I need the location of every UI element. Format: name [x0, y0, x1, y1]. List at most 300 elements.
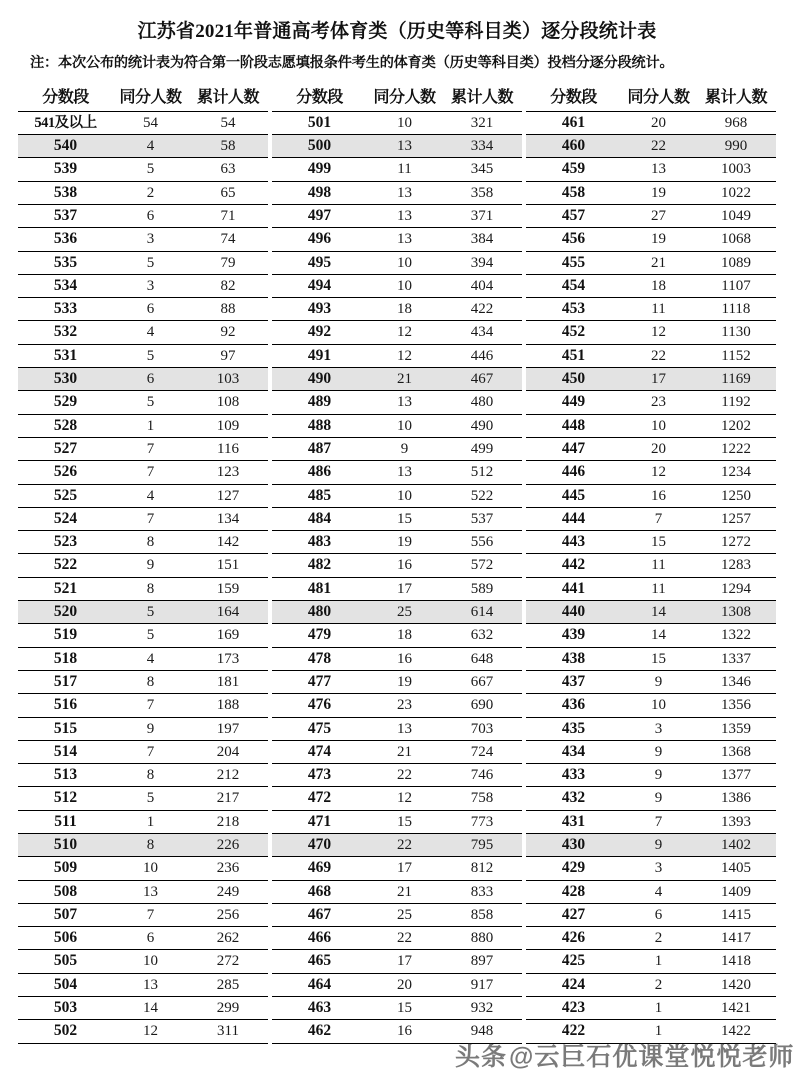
- cell-cumulative: 499: [442, 437, 522, 460]
- table-row: [272, 787, 522, 810]
- table-row: [18, 927, 268, 950]
- cell-cumulative: 1418: [696, 950, 776, 973]
- cell-score: 481: [272, 577, 367, 600]
- cell-score: 506: [18, 927, 113, 950]
- cell-cumulative: 932: [442, 997, 522, 1020]
- table-block-2: [272, 82, 522, 1044]
- cell-cumulative: 1322: [696, 624, 776, 647]
- table-row: [526, 135, 776, 158]
- cell-cumulative: 127: [188, 484, 268, 507]
- cell-count: 20: [621, 111, 696, 134]
- watermark-head: 头条: [455, 1043, 508, 1071]
- table-row: [526, 414, 776, 437]
- table-row: [272, 228, 522, 251]
- cell-score: 460: [526, 135, 621, 158]
- cell-score: 424: [526, 973, 621, 996]
- cell-cumulative: 968: [696, 111, 776, 134]
- cell-count: 7: [113, 694, 188, 717]
- cell-score: 440: [526, 601, 621, 624]
- cell-count: 5: [113, 344, 188, 367]
- cell-cumulative: 1422: [696, 1020, 776, 1043]
- cell-count: 3: [113, 228, 188, 251]
- cell-count: 11: [621, 577, 696, 600]
- cell-cumulative: 65: [188, 181, 268, 204]
- cell-score: 491: [272, 344, 367, 367]
- cell-cumulative: 948: [442, 1020, 522, 1043]
- table-row: [272, 298, 522, 321]
- cell-cumulative: 1169: [696, 368, 776, 391]
- table-row: [526, 787, 776, 810]
- cell-cumulative: 632: [442, 624, 522, 647]
- table-row: [272, 484, 522, 507]
- cell-cumulative: 74: [188, 228, 268, 251]
- table-row: [526, 321, 776, 344]
- cell-count: 12: [367, 787, 442, 810]
- cell-count: 7: [113, 740, 188, 763]
- cell-count: 14: [621, 624, 696, 647]
- cell-score: 454: [526, 274, 621, 297]
- table-row: [526, 1020, 776, 1043]
- cell-count: 4: [113, 321, 188, 344]
- cell-count: 21: [367, 740, 442, 763]
- cell-count: 18: [367, 298, 442, 321]
- note-text: 注：本次公布的统计表为符合第一阶段志愿填报条件考生的体育类（历史等科目类）投档分逐分段统计。: [30, 54, 674, 71]
- cell-count: 13: [367, 228, 442, 251]
- cell-count: 16: [621, 484, 696, 507]
- table-row: [526, 461, 776, 484]
- table-row: [18, 111, 268, 134]
- cell-count: 13: [367, 204, 442, 227]
- table-columns-container: [0, 74, 794, 1044]
- cell-score: 494: [272, 274, 367, 297]
- table-row: [18, 344, 268, 367]
- cell-cumulative: 1022: [696, 181, 776, 204]
- cell-count: 5: [113, 391, 188, 414]
- cell-count: 7: [113, 903, 188, 926]
- cell-score: 526: [18, 461, 113, 484]
- cell-score: 468: [272, 880, 367, 903]
- cell-score: 514: [18, 740, 113, 763]
- table-row: [272, 810, 522, 833]
- cell-score: 536: [18, 228, 113, 251]
- cell-score: 456: [526, 228, 621, 251]
- cell-cumulative: 537: [442, 507, 522, 530]
- header-count: 同分人数: [367, 82, 442, 112]
- cell-cumulative: 1377: [696, 764, 776, 787]
- header-cumulative: 累计人数: [442, 82, 522, 112]
- cell-count: 18: [621, 274, 696, 297]
- cell-score: 513: [18, 764, 113, 787]
- table-block-3: [526, 82, 776, 1044]
- cell-score: 444: [526, 507, 621, 530]
- table-row: [272, 158, 522, 181]
- table-row: [272, 764, 522, 787]
- cell-cumulative: 169: [188, 624, 268, 647]
- table-row: [18, 1020, 268, 1043]
- table-row: [526, 531, 776, 554]
- table-row: [526, 298, 776, 321]
- cell-score: 539: [18, 158, 113, 181]
- cell-score: 489: [272, 391, 367, 414]
- table-row: [272, 997, 522, 1020]
- cell-count: 11: [621, 298, 696, 321]
- table-row: [18, 531, 268, 554]
- cell-count: 6: [113, 927, 188, 950]
- cell-score: 471: [272, 810, 367, 833]
- cell-score: 537: [18, 204, 113, 227]
- cell-count: 3: [113, 274, 188, 297]
- cell-count: 17: [621, 368, 696, 391]
- table-row: [526, 997, 776, 1020]
- cell-count: 19: [621, 181, 696, 204]
- cell-score: 461: [526, 111, 621, 134]
- table-row: [272, 531, 522, 554]
- table-row: [18, 554, 268, 577]
- cell-count: 11: [367, 158, 442, 181]
- cell-score: 520: [18, 601, 113, 624]
- cell-count: 9: [113, 717, 188, 740]
- table-row: [272, 414, 522, 437]
- table-row: [526, 927, 776, 950]
- cell-score: 462: [272, 1020, 367, 1043]
- cell-score: 422: [526, 1020, 621, 1043]
- cell-score: 488: [272, 414, 367, 437]
- table-row: [272, 857, 522, 880]
- cell-count: 5: [113, 787, 188, 810]
- table-row: [526, 274, 776, 297]
- table-row: [18, 810, 268, 833]
- cell-cumulative: 181: [188, 670, 268, 693]
- table-row: [526, 880, 776, 903]
- cell-cumulative: 188: [188, 694, 268, 717]
- cell-count: 12: [113, 1020, 188, 1043]
- cell-count: 14: [113, 997, 188, 1020]
- cell-score: 466: [272, 927, 367, 950]
- cell-count: 10: [621, 414, 696, 437]
- cell-cumulative: 151: [188, 554, 268, 577]
- cell-score: 493: [272, 298, 367, 321]
- table-row: [18, 577, 268, 600]
- cell-score: 449: [526, 391, 621, 414]
- table-row: [526, 717, 776, 740]
- cell-score: 463: [272, 997, 367, 1020]
- cell-cumulative: 97: [188, 344, 268, 367]
- table-row: [272, 391, 522, 414]
- table-row: [526, 344, 776, 367]
- table-row: [18, 764, 268, 787]
- cell-count: 15: [367, 507, 442, 530]
- cell-count: 9: [367, 437, 442, 460]
- cell-cumulative: 1359: [696, 717, 776, 740]
- cell-count: 13: [367, 181, 442, 204]
- cell-score: 527: [18, 437, 113, 460]
- table-body-3: [526, 111, 776, 1043]
- table-row: [18, 484, 268, 507]
- table-row: [526, 111, 776, 134]
- cell-score: 464: [272, 973, 367, 996]
- table-row: [526, 601, 776, 624]
- cell-count: 22: [367, 834, 442, 857]
- cell-count: 1: [621, 950, 696, 973]
- cell-cumulative: 299: [188, 997, 268, 1020]
- cell-score: 500: [272, 135, 367, 158]
- cell-score: 531: [18, 344, 113, 367]
- cell-count: 15: [367, 997, 442, 1020]
- cell-count: 8: [113, 577, 188, 600]
- cell-score: 455: [526, 251, 621, 274]
- table-row: [272, 601, 522, 624]
- table-row: [526, 507, 776, 530]
- cell-score: 446: [526, 461, 621, 484]
- cell-count: 5: [113, 158, 188, 181]
- table-row: [526, 764, 776, 787]
- table-row: [272, 181, 522, 204]
- cell-cumulative: 512: [442, 461, 522, 484]
- cell-cumulative: 262: [188, 927, 268, 950]
- cell-score: 467: [272, 903, 367, 926]
- cell-score: 516: [18, 694, 113, 717]
- cell-cumulative: 63: [188, 158, 268, 181]
- cell-count: 9: [621, 764, 696, 787]
- cell-cumulative: 164: [188, 601, 268, 624]
- cell-cumulative: 197: [188, 717, 268, 740]
- table-row: [18, 274, 268, 297]
- cell-cumulative: 480: [442, 391, 522, 414]
- table-row: [526, 647, 776, 670]
- table-row: [526, 670, 776, 693]
- cell-score: 427: [526, 903, 621, 926]
- cell-score: 430: [526, 834, 621, 857]
- table-row: [272, 321, 522, 344]
- cell-cumulative: 311: [188, 1020, 268, 1043]
- cell-cumulative: 345: [442, 158, 522, 181]
- cell-count: 22: [621, 135, 696, 158]
- cell-cumulative: 1308: [696, 601, 776, 624]
- cell-cumulative: 1415: [696, 903, 776, 926]
- cell-score: 442: [526, 554, 621, 577]
- table-row: [18, 368, 268, 391]
- cell-count: 7: [621, 810, 696, 833]
- table-row: [526, 204, 776, 227]
- cell-cumulative: 1421: [696, 997, 776, 1020]
- table-row: [18, 647, 268, 670]
- cell-cumulative: 256: [188, 903, 268, 926]
- cell-score: 437: [526, 670, 621, 693]
- cell-cumulative: 226: [188, 834, 268, 857]
- cell-count: 12: [367, 321, 442, 344]
- cell-score: 495: [272, 251, 367, 274]
- cell-count: 20: [367, 973, 442, 996]
- cell-count: 1: [113, 810, 188, 833]
- cell-cumulative: 758: [442, 787, 522, 810]
- cell-cumulative: 217: [188, 787, 268, 810]
- cell-cumulative: 218: [188, 810, 268, 833]
- cell-score: 507: [18, 903, 113, 926]
- cell-score: 501: [272, 111, 367, 134]
- cell-score: 480: [272, 601, 367, 624]
- cell-score: 485: [272, 484, 367, 507]
- table-row: [272, 670, 522, 693]
- cell-cumulative: 142: [188, 531, 268, 554]
- cell-count: 10: [367, 484, 442, 507]
- table-row: [526, 857, 776, 880]
- table-row: [18, 298, 268, 321]
- cell-score: 535: [18, 251, 113, 274]
- cell-cumulative: 1386: [696, 787, 776, 810]
- cell-count: 12: [367, 344, 442, 367]
- cell-count: 9: [621, 670, 696, 693]
- cell-score: 441: [526, 577, 621, 600]
- table-row: [18, 950, 268, 973]
- cell-cumulative: 1409: [696, 880, 776, 903]
- cell-score: 457: [526, 204, 621, 227]
- cell-score: 451: [526, 344, 621, 367]
- cell-score: 447: [526, 437, 621, 460]
- table-row: [18, 601, 268, 624]
- cell-count: 21: [367, 368, 442, 391]
- cell-cumulative: 116: [188, 437, 268, 460]
- cell-cumulative: 703: [442, 717, 522, 740]
- cell-score: 448: [526, 414, 621, 437]
- cell-score: 521: [18, 577, 113, 600]
- cell-cumulative: 123: [188, 461, 268, 484]
- cell-cumulative: 1202: [696, 414, 776, 437]
- cell-cumulative: 773: [442, 810, 522, 833]
- cell-cumulative: 1152: [696, 344, 776, 367]
- cell-score: 432: [526, 787, 621, 810]
- cell-score: 453: [526, 298, 621, 321]
- cell-cumulative: 109: [188, 414, 268, 437]
- cell-cumulative: 1368: [696, 740, 776, 763]
- cell-score: 476: [272, 694, 367, 717]
- table-row: [526, 694, 776, 717]
- table-row: [272, 577, 522, 600]
- cell-cumulative: 833: [442, 880, 522, 903]
- header-score: 分数段: [526, 82, 621, 112]
- table-row: [18, 321, 268, 344]
- cell-score: 496: [272, 228, 367, 251]
- table-row: [18, 787, 268, 810]
- cell-cumulative: 746: [442, 764, 522, 787]
- cell-count: 13: [367, 461, 442, 484]
- cell-count: 23: [621, 391, 696, 414]
- cell-count: 13: [621, 158, 696, 181]
- cell-count: 9: [621, 740, 696, 763]
- cell-count: 10: [367, 251, 442, 274]
- cell-score: 465: [272, 950, 367, 973]
- cell-cumulative: 249: [188, 880, 268, 903]
- table-row: [18, 834, 268, 857]
- cell-cumulative: 1068: [696, 228, 776, 251]
- cell-count: 20: [621, 437, 696, 460]
- cell-count: 10: [367, 111, 442, 134]
- cell-score: 450: [526, 368, 621, 391]
- cell-count: 7: [621, 507, 696, 530]
- cell-score: 431: [526, 810, 621, 833]
- table-row: [526, 368, 776, 391]
- table-row: [272, 624, 522, 647]
- cell-score: 473: [272, 764, 367, 787]
- cell-score: 518: [18, 647, 113, 670]
- table-row: [272, 834, 522, 857]
- cell-cumulative: 667: [442, 670, 522, 693]
- table-row: [272, 507, 522, 530]
- table-row: [272, 903, 522, 926]
- cell-cumulative: 71: [188, 204, 268, 227]
- cell-count: 17: [367, 950, 442, 973]
- table-row: [272, 927, 522, 950]
- cell-cumulative: 103: [188, 368, 268, 391]
- table-row: [526, 484, 776, 507]
- cell-count: 10: [113, 857, 188, 880]
- cell-score: 529: [18, 391, 113, 414]
- cell-score: 519: [18, 624, 113, 647]
- cell-cumulative: 434: [442, 321, 522, 344]
- cell-score: 515: [18, 717, 113, 740]
- cell-score: 541及以上: [18, 111, 113, 134]
- cell-count: 17: [367, 577, 442, 600]
- table-row: [526, 228, 776, 251]
- cell-cumulative: 134: [188, 507, 268, 530]
- cell-score: 512: [18, 787, 113, 810]
- cell-cumulative: 1402: [696, 834, 776, 857]
- cell-count: 9: [113, 554, 188, 577]
- cell-score: 438: [526, 647, 621, 670]
- table-row: [272, 647, 522, 670]
- cell-count: 10: [367, 414, 442, 437]
- cell-cumulative: 88: [188, 298, 268, 321]
- table-row: [526, 903, 776, 926]
- cell-cumulative: 1272: [696, 531, 776, 554]
- cell-score: 439: [526, 624, 621, 647]
- table-body-2: [272, 111, 522, 1043]
- cell-cumulative: 897: [442, 950, 522, 973]
- table-row: [526, 740, 776, 763]
- header-count: 同分人数: [113, 82, 188, 112]
- cell-cumulative: 79: [188, 251, 268, 274]
- cell-count: 14: [621, 601, 696, 624]
- cell-count: 3: [621, 857, 696, 880]
- cell-score: 510: [18, 834, 113, 857]
- cell-count: 2: [621, 973, 696, 996]
- table-body-1: [18, 111, 268, 1043]
- cell-cumulative: 1130: [696, 321, 776, 344]
- cell-cumulative: 917: [442, 973, 522, 996]
- cell-count: 7: [113, 437, 188, 460]
- cell-cumulative: 58: [188, 135, 268, 158]
- score-table-2: [272, 82, 522, 1044]
- table-row: [526, 181, 776, 204]
- cell-cumulative: 1222: [696, 437, 776, 460]
- cell-score: 434: [526, 740, 621, 763]
- cell-count: 10: [621, 694, 696, 717]
- cell-count: 4: [113, 647, 188, 670]
- cell-cumulative: 572: [442, 554, 522, 577]
- cell-count: 3: [621, 717, 696, 740]
- table-row: [18, 181, 268, 204]
- cell-score: 435: [526, 717, 621, 740]
- cell-count: 16: [367, 647, 442, 670]
- cell-cumulative: 1257: [696, 507, 776, 530]
- header-cumulative: 累计人数: [188, 82, 268, 112]
- cell-count: 23: [367, 694, 442, 717]
- cell-cumulative: 212: [188, 764, 268, 787]
- table-row: [272, 694, 522, 717]
- cell-count: 13: [113, 880, 188, 903]
- table-row: [272, 461, 522, 484]
- cell-score: 428: [526, 880, 621, 903]
- cell-score: 497: [272, 204, 367, 227]
